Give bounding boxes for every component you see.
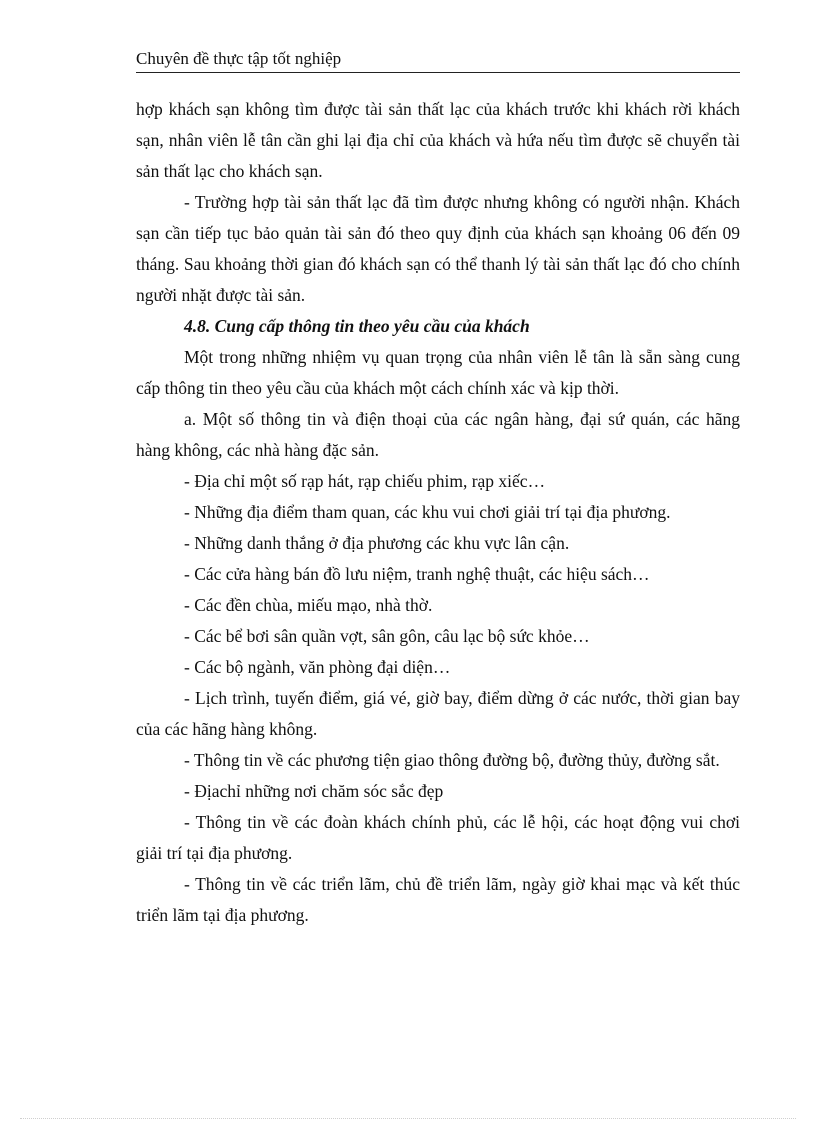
section-heading: 4.8. Cung cấp thông tin theo yêu cầu của khách (184, 316, 530, 336)
paragraph: Một trong những nhiệm vụ quan trọng của nhân viên lễ tân là sẵn sàng cung cấp thông tin theo yêu cầu của khách một cách chính xác và kịp thời. (136, 347, 740, 398)
page-header: Chuyên đề thực tập tốt nghiệp (136, 48, 740, 73)
list-item: - Các cửa hàng bán đồ lưu niệm, tranh nghệ thuật, các hiệu sách… (184, 564, 650, 584)
list-item: - Địa chỉ một số rạp hát, rạp chiếu phim, rạp xiếc… (184, 471, 546, 491)
list-item: - Địachỉ những nơi chăm sóc sắc đẹp (184, 781, 444, 801)
list-item: - Thông tin về các đoàn khách chính phủ, các lễ hội, các hoạt động vui chơi giải trí tại địa phương. (136, 812, 740, 863)
list-item: - Các đền chùa, miếu mạo, nhà thờ. (184, 595, 433, 615)
list-item: - Thông tin về các triển lãm, chủ đề triển lãm, ngày giờ khai mạc và kết thúc triển lãm tại địa phương. (136, 874, 740, 925)
list-item: - Các bể bơi sân quần vợt, sân gôn, câu lạc bộ sức khỏe… (184, 626, 590, 646)
list-item: - Những danh thắng ở địa phương các khu vực lân cận. (184, 533, 570, 553)
list-item: - Các bộ ngành, văn phòng đại diện… (184, 657, 451, 677)
footer-divider (20, 1118, 796, 1119)
list-item: - Lịch trình, tuyến điểm, giá vé, giờ bay, điểm dừng ở các nước, thời gian bay của các hãng hàng không. (136, 688, 740, 739)
list-item: - Thông tin về các phương tiện giao thông đường bộ, đường thủy, đường sắt. (184, 750, 720, 770)
paragraph: a. Một số thông tin và điện thoại của các ngân hàng, đại sứ quán, các hãng hàng không, các nhà hàng đặc sản. (136, 409, 740, 460)
paragraph: - Trường hợp tài sản thất lạc đã tìm được nhưng không có người nhận. Khách sạn cần tiếp tục bảo quản tài sản đó theo quy định của khách sạn khoảng 06 đến 09 tháng. Sau khoảng thời gian đó khách sạn có thể thanh lý tài sản thất lạc đó cho chính người nhặt được tài sản. (136, 192, 740, 305)
paragraph: hợp khách sạn không tìm được tài sản thất lạc của khách trước khi khách rời khách sạn, nhân viên lễ tân cần ghi lại địa chỉ của khách và hứa nếu tìm được sẽ chuyển tài sản thất lạc cho khách sạn. (136, 99, 740, 181)
document-body (136, 94, 740, 931)
list-item: - Những địa điểm tham quan, các khu vui chơi giải trí tại địa phương. (184, 502, 671, 522)
